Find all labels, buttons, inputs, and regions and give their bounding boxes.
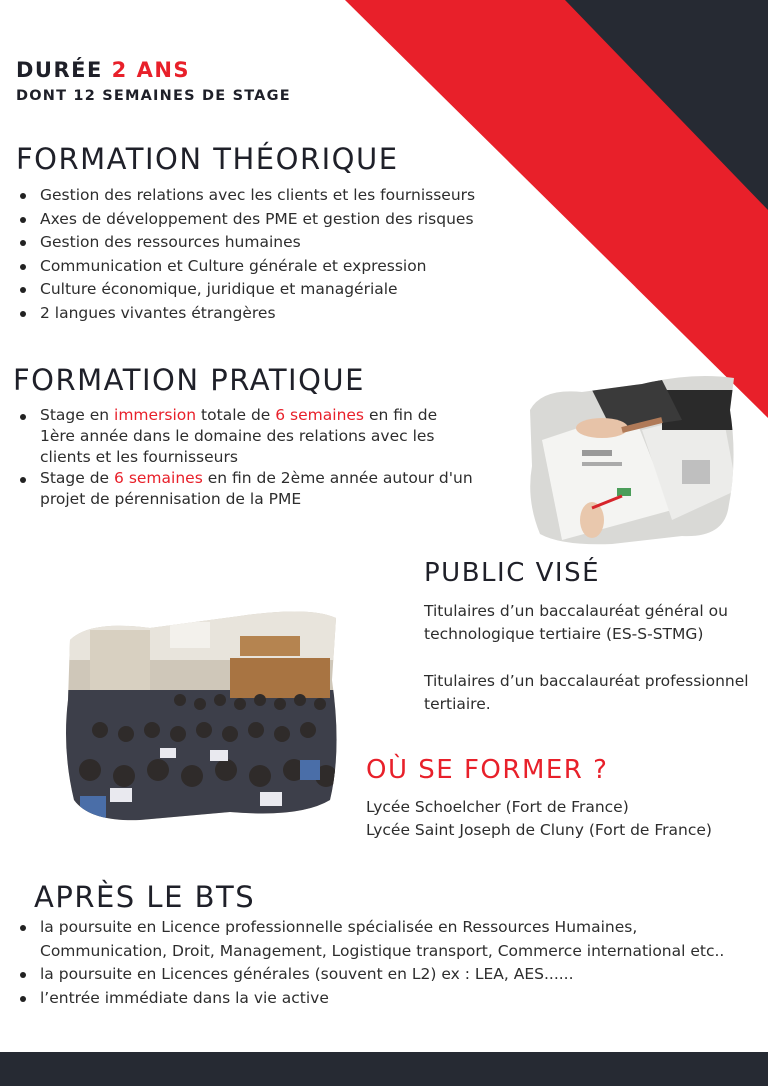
list-item xyxy=(16,405,476,468)
list-item: la poursuite en Licences générales (souvent en L2) ex : LEA, AES...... xyxy=(16,963,746,987)
where-to-study-list xyxy=(366,796,766,842)
text-segment: totale de xyxy=(196,406,276,424)
where-to-study-title: OÙ SE FORMER ? xyxy=(366,755,609,785)
footer-bar xyxy=(0,1052,768,1086)
highlight-immersion: immersion xyxy=(114,406,197,424)
lecture-hall-photo xyxy=(60,600,342,822)
school-line: Lycée Saint Joseph de Cluny (Fort de France) xyxy=(366,821,712,839)
list-item xyxy=(16,468,476,510)
theoretical-training-list xyxy=(16,184,536,326)
list-item: Communication et Culture générale et expression xyxy=(16,255,536,279)
list-item: l’entrée immédiate dans la vie active xyxy=(16,987,746,1011)
duration-label: DURÉE xyxy=(16,58,103,82)
text-segment: Stage de xyxy=(40,469,115,487)
practical-training-title: FORMATION PRATIQUE xyxy=(13,363,365,397)
text-segment: en fin de 1ère année dans le domaine des relations avec les clients et les fournisseurs xyxy=(40,406,438,466)
highlight-weeks: 6 semaines xyxy=(114,469,203,487)
audience-paragraph-professional: Titulaires d’un baccalauréat professionnel tertiaire. xyxy=(424,672,749,713)
duration-header xyxy=(16,58,291,104)
after-bts-title: APRÈS LE BTS xyxy=(34,880,256,914)
list-item: 2 langues vivantes étrangères xyxy=(16,302,536,326)
list-item: la poursuite en Licence professionnelle spécialisée en Ressources Humaines, Communication, Droit, Management, Logistique transport, Commerce international etc.. xyxy=(16,916,746,963)
practical-training-list xyxy=(16,405,476,510)
text-segment: en fin de 2ème année autour d'un projet de pérennisation de la PME xyxy=(40,469,473,508)
after-bts-list xyxy=(16,916,746,1010)
office-documents-photo xyxy=(522,370,742,548)
target-audience-title: PUBLIC VISÉ xyxy=(424,558,601,588)
theoretical-training-title: FORMATION THÉORIQUE xyxy=(16,142,399,176)
list-item: Gestion des ressources humaines xyxy=(16,231,536,255)
audience-paragraph-general: Titulaires d’un baccalauréat général ou technologique tertiaire (ES-S-STMG) xyxy=(424,602,728,643)
school-line: Lycée Schoelcher (Fort de France) xyxy=(366,798,629,816)
target-audience-text xyxy=(424,600,764,716)
duration-title xyxy=(16,58,291,82)
text-segment: Stage en xyxy=(40,406,115,424)
list-item: Gestion des relations avec les clients et les fournisseurs xyxy=(16,184,536,208)
list-item: Axes de développement des PME et gestion des risques xyxy=(16,208,536,232)
internship-weeks-line: DONT 12 SEMAINES DE STAGE xyxy=(16,88,291,104)
list-item: Culture économique, juridique et managériale xyxy=(16,278,536,302)
highlight-weeks: 6 semaines xyxy=(275,406,365,424)
duration-value: 2 ANS xyxy=(111,58,191,82)
